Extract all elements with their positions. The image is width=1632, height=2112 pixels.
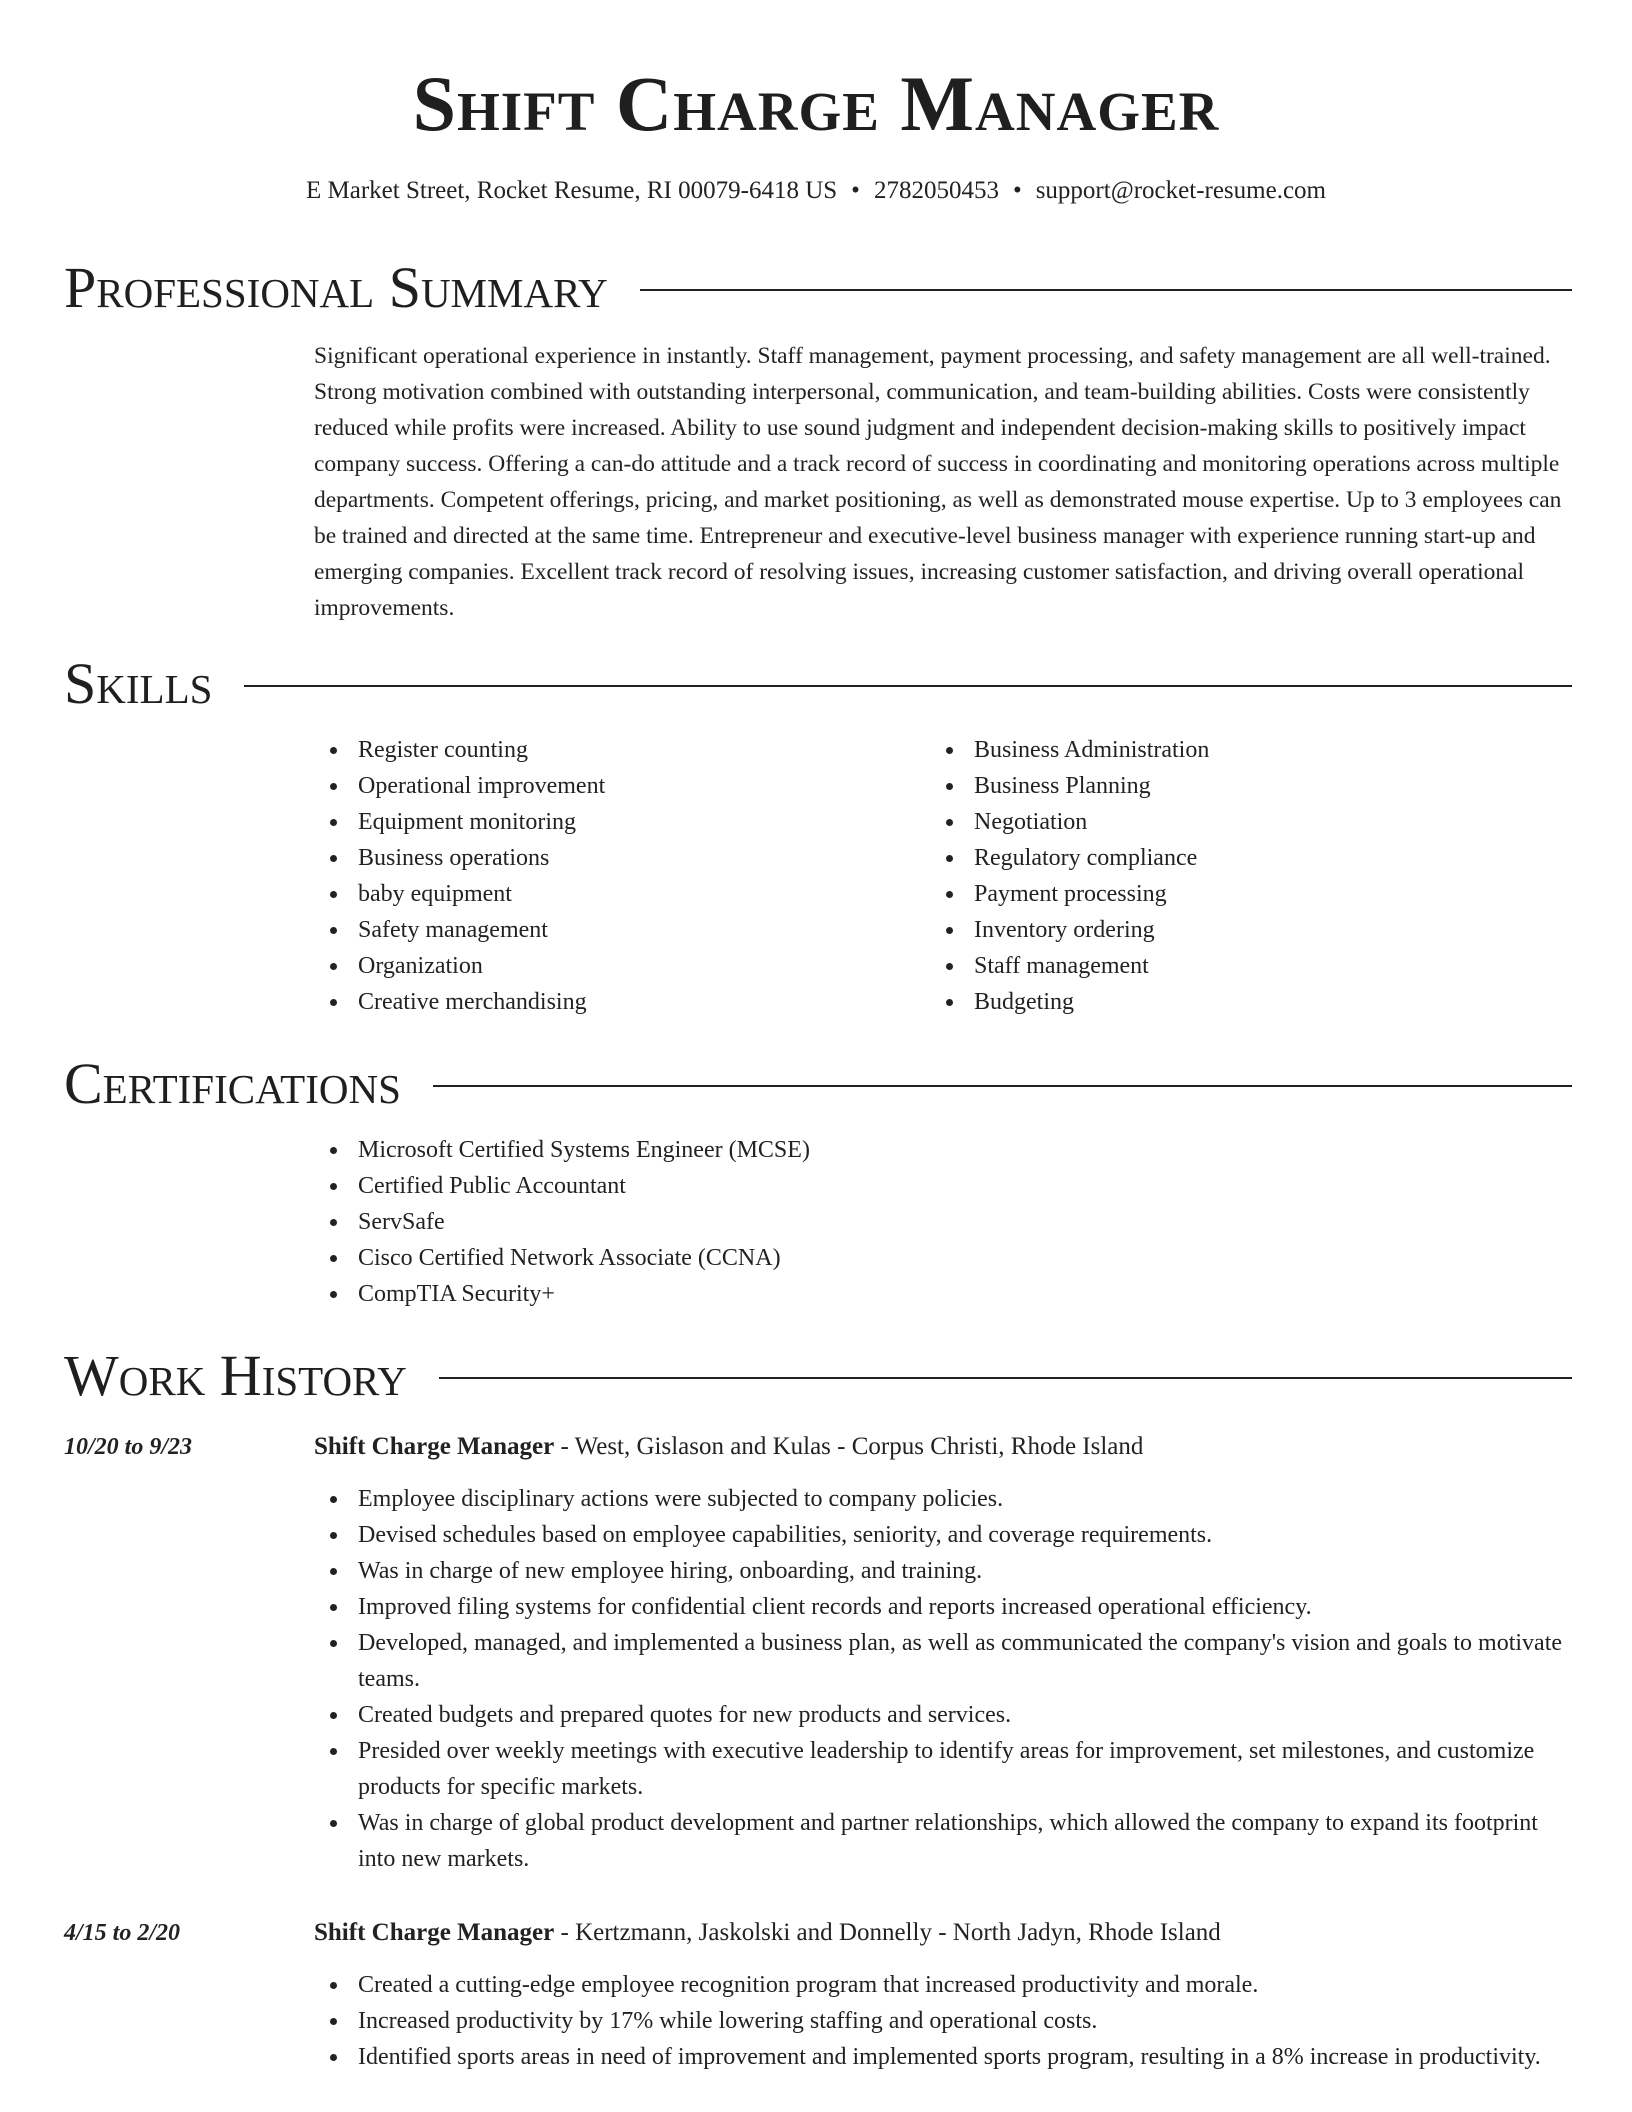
skills-divider — [244, 685, 1572, 687]
job-bullet: Created a cutting-edge employee recognition program that increased productivity and morale. — [314, 1967, 1574, 2003]
job-bullet: Created budgets and prepared quotes for new products and services. — [314, 1697, 1574, 1733]
contact-separator: • — [1012, 177, 1022, 204]
summary-heading: Professional Summary — [64, 255, 608, 320]
contact-email[interactable]: support@rocket-resume.com — [1035, 177, 1326, 204]
certification-item: Certified Public Accountant — [314, 1168, 1574, 1204]
skills-list-right — [930, 732, 1570, 1020]
summary-section-header — [64, 253, 1572, 323]
skill-item: Organization — [314, 948, 914, 984]
certification-item: ServSafe — [314, 1204, 1574, 1240]
skill-item: baby equipment — [314, 876, 914, 912]
job-bullet: Was in charge of new employee hiring, onboarding, and training. — [314, 1553, 1574, 1589]
skill-item: Register counting — [314, 732, 914, 768]
skill-item: Inventory ordering — [930, 912, 1570, 948]
skill-item: Operational improvement — [314, 768, 914, 804]
job-details: - Kertzmann, Jaskolski and Donnelly - North Jadyn, Rhode Island — [554, 1919, 1221, 1946]
work-history-section-header — [64, 1341, 1572, 1411]
skills-section-header — [64, 649, 1572, 719]
skill-item: Staff management — [930, 948, 1570, 984]
job-details: - West, Gislason and Kulas - Corpus Christi, Rhode Island — [554, 1433, 1144, 1460]
job-bullet: Employee disciplinary actions were subjected to company policies. — [314, 1481, 1574, 1517]
skill-item: Creative merchandising — [314, 984, 914, 1020]
job-role: Shift Charge Manager — [314, 1433, 555, 1460]
contact-address: E Market Street, Rocket Resume, RI 00079-6418 US — [306, 177, 838, 204]
skill-item: Business Planning — [930, 768, 1570, 804]
certifications-heading: Certifications — [64, 1051, 401, 1116]
certifications-divider — [433, 1085, 1572, 1087]
job-dates: 4/15 to 2/20 — [64, 1920, 181, 1946]
job-dates: 10/20 to 9/23 — [64, 1434, 193, 1460]
certification-item: CompTIA Security+ — [314, 1276, 1574, 1312]
summary-divider — [640, 289, 1572, 291]
skill-item: Regulatory compliance — [930, 840, 1570, 876]
skill-item: Business operations — [314, 840, 914, 876]
job-bullet: Was in charge of global product development and partner relationships, which allowed the company to expand its footprint into new markets. — [314, 1805, 1574, 1877]
skill-item: Business Administration — [930, 732, 1570, 768]
skills-list-left — [314, 732, 914, 1020]
job-bullet: Developed, managed, and implemented a business plan, as well as communicated the company's vision and goals to motivate teams. — [314, 1625, 1574, 1697]
job-bullets — [314, 1967, 1574, 2075]
skill-item: Safety management — [314, 912, 914, 948]
job-bullet: Increased productivity by 17% while lowering staffing and operational costs. — [314, 2003, 1574, 2039]
contact-separator: • — [851, 177, 860, 204]
contact-phone: 2782050453 — [873, 177, 999, 204]
job-bullet: Identified sports areas in need of improvement and implemented sports program, resulting in a 8% increase in productivity. — [314, 2039, 1574, 2075]
job-bullet: Devised schedules based on employee capabilities, seniority, and coverage requirements. — [314, 1517, 1574, 1553]
certification-item: Microsoft Certified Systems Engineer (MCSE) — [314, 1132, 1574, 1168]
certification-item: Cisco Certified Network Associate (CCNA) — [314, 1240, 1574, 1276]
skill-item: Equipment monitoring — [314, 804, 914, 840]
certifications-section-header — [64, 1049, 1572, 1119]
skill-item: Budgeting — [930, 984, 1570, 1020]
job-heading — [314, 1915, 1574, 1951]
certifications-list — [314, 1132, 1574, 1312]
summary-text: Significant operational experience in instantly. Staff management, payment processing, and safety management are all well-trained. Strong motivation combined with outstanding interpersonal, communication, and team-building abilities. Costs were consistently reduced while profits were increased. Ability to use sound judgment and independent decision-making skills to positively impact company success. Offering a can-do attitude and a track record of success in coordinating and monitoring operations across multiple departments. Competent offerings, pricing, and market positioning, as well as demonstrated mouse expertise. Up to 3 employees can be trained and directed at the same time. Entrepreneur and executive-level business manager with experience running start-up and emerging companies. Excellent track record of resolving issues, increasing customer satisfaction, and driving overall operational improvements. — [314, 343, 1562, 621]
contact-line — [0, 174, 1632, 208]
job-heading — [314, 1429, 1574, 1465]
job-bullet: Improved filing systems for confidential client records and reports increased operational efficiency. — [314, 1589, 1574, 1625]
job-bullets — [314, 1481, 1574, 1877]
work-history-heading: Work History — [64, 1343, 407, 1408]
job-role: Shift Charge Manager — [314, 1919, 555, 1946]
skill-item: Payment processing — [930, 876, 1570, 912]
job-bullet: Presided over weekly meetings with executive leadership to identify areas for improvement, set milestones, and customize products for specific markets. — [314, 1733, 1574, 1805]
work-history-divider — [439, 1377, 1572, 1379]
skills-heading: Skills — [64, 651, 213, 716]
skill-item: Negotiation — [930, 804, 1570, 840]
candidate-name: Shift Charge Manager — [412, 60, 1220, 147]
